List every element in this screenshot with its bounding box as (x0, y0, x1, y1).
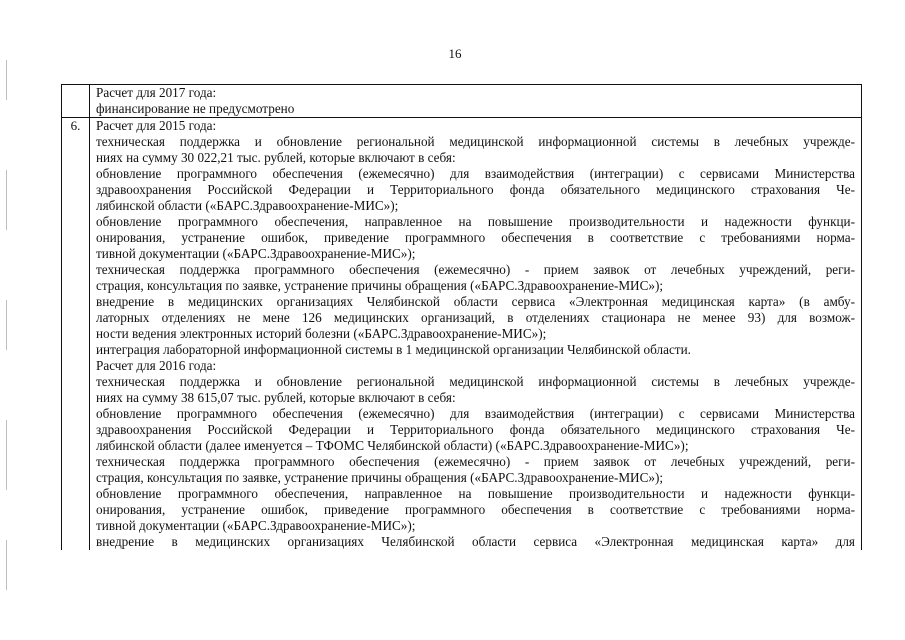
table-body (62, 85, 862, 551)
text-line: Расчет для 2016 года: (96, 358, 217, 373)
text-line: ниях на сумму 30 022,21 тыс. рублей, которые включают в себя: (96, 150, 456, 165)
text-line: ности ведения электронных историй болезни («БАРС.Здравоохранение-МИС»); (96, 326, 547, 341)
text-line: латорных отделениях не мене 126 медицинских организаций, в отделениях стационара не менее 93) для возмож- (96, 310, 855, 325)
text-line: лябинской области (далее именуется – ТФОМС Челябинской области) («БАРС.Здравоохранение-МИС»); (96, 438, 689, 453)
document-table (61, 84, 862, 550)
text-line: страция, консультация по заявке, устранение причины обращения («БАРС.Здравоохранение-МИС»); (96, 278, 664, 293)
text-line: внедрение в медицинских организациях Челябинской области сервиса «Электронная медицинская карта» для (96, 534, 855, 549)
text-line: лябинской области («БАРС.Здравоохранение-МИС»); (96, 198, 399, 213)
text-line: техническая поддержка и обновление региональной медицинской информационной системы в лечебных учрежде- (96, 134, 855, 149)
text-line: тивной документации («БАРС.Здравоохранение-МИС»); (96, 518, 416, 533)
table-row (62, 85, 862, 118)
text-line: обновление программного обеспечения (ежемесячно) для взаимодействия (интеграции) с сервисами Министерства (96, 406, 855, 421)
text-line: ниях на сумму 38 615,07 тыс. рублей, которые включают в себя: (96, 390, 456, 405)
table-row (62, 118, 862, 551)
row-text-cell (90, 118, 862, 551)
text-line: Расчет для 2015 года: (96, 118, 217, 133)
text-line: внедрение в медицинских организациях Челябинской области сервиса «Электронная медицинская карта» (в амбу- (96, 294, 855, 309)
text-line: Расчет для 2017 года: (96, 85, 217, 100)
text-line: онирования, устранение ошибок, приведение программного обеспечения в соответствие с требованиями норма- (96, 502, 855, 517)
text-line: здравоохранения Российской Федерации и Территориального фонда обязательного медицинского страхования Че- (96, 422, 855, 437)
text-line: страция, консультация по заявке, устранение причины обращения («БАРС.Здравоохранение-МИС»); (96, 470, 664, 485)
page-number: 16 (448, 46, 462, 61)
text-line: интеграция лабораторной информационной системы в 1 медицинской организации Челябинской области. (96, 342, 691, 357)
text-line: финансирование не предусмотрено (96, 101, 295, 116)
text-line: обновление программного обеспечения, направленное на повышение производительности и надежности функци- (96, 214, 855, 229)
text-line: техническая поддержка программного обеспечения (ежемесячно) - прием заявок от лечебных учреждений, реги- (96, 262, 855, 277)
text-line: обновление программного обеспечения, направленное на повышение производительности и надежности функци- (96, 486, 855, 501)
row-number-cell (62, 85, 90, 118)
text-line: техническая поддержка программного обеспечения (ежемесячно) - прием заявок от лечебных учреждений, реги- (96, 454, 855, 469)
text-line: онирования, устранение ошибок, приведение программного обеспечения в соответствие с требованиями норма- (96, 230, 855, 245)
text-line: здравоохранения Российской Федерации и Территориального фонда обязательного медицинского страхования Че- (96, 182, 855, 197)
text-line: тивной документации («БАРС.Здравоохранение-МИС»); (96, 246, 416, 261)
row-text-cell (90, 85, 862, 118)
scan-margin-marks (4, 60, 10, 620)
text-line: обновление программного обеспечения (ежемесячно) для взаимодействия (интеграции) с сервисами Министерства (96, 166, 855, 181)
row-number-cell: 6. (62, 118, 90, 551)
text-line: техническая поддержка и обновление региональной медицинской информационной системы в лечебных учрежде- (96, 374, 855, 389)
